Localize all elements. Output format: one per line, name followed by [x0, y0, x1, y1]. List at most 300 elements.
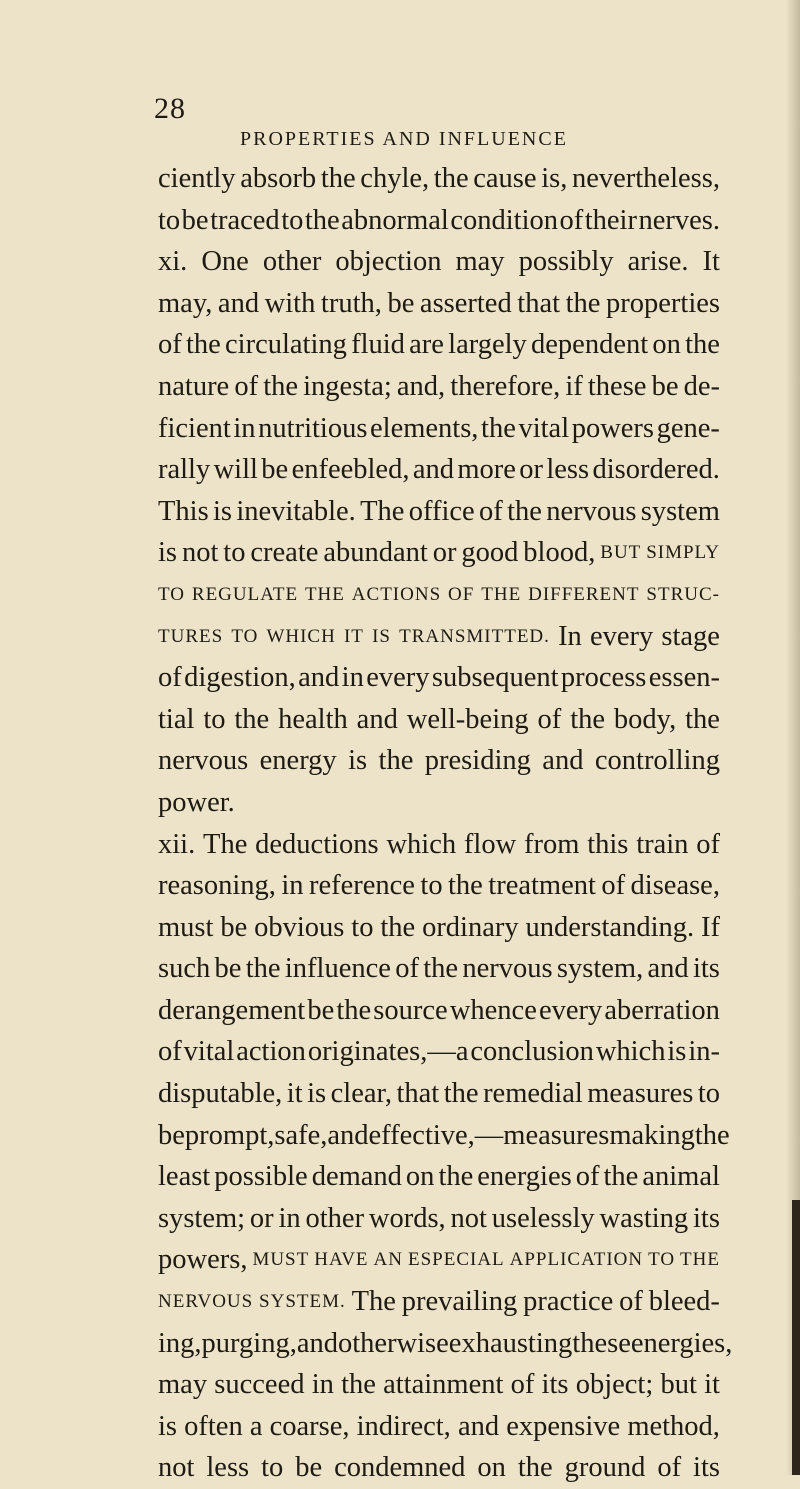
word: is [212, 495, 232, 527]
word: nutritious [258, 412, 368, 444]
word: TRANSMITTED. [399, 625, 550, 647]
word: disordered. [592, 454, 720, 486]
word: that [396, 1078, 440, 1110]
word: action [236, 1036, 306, 1068]
page-number: 28 [154, 92, 186, 125]
word: the [234, 703, 270, 735]
word: rally [158, 454, 211, 486]
text-line [158, 907, 720, 949]
word: effective,—measures [368, 1119, 610, 1151]
word: words, [368, 1202, 446, 1234]
word: in [233, 412, 256, 444]
word: its [693, 1202, 720, 1234]
word: on [405, 1161, 435, 1193]
running-title: PROPERTIES AND INFLUENCE [240, 128, 568, 150]
word: its [541, 1369, 569, 1401]
word: powers [571, 412, 655, 444]
word: less [206, 1452, 250, 1484]
word: to [261, 1452, 284, 1484]
word: ordinary [422, 911, 519, 943]
text-line [158, 574, 720, 616]
word: good [461, 537, 519, 569]
word: from [523, 828, 580, 860]
word: energies, [630, 1327, 733, 1359]
word: this [587, 828, 629, 860]
word: nervous [158, 745, 249, 777]
word: be [295, 1452, 323, 1484]
word: of [559, 204, 584, 236]
word: is [667, 1036, 687, 1068]
word: of [158, 329, 182, 361]
word: be [181, 204, 209, 236]
word: TO [231, 625, 259, 647]
word: create [250, 537, 319, 569]
word: is [348, 745, 368, 777]
word: of [657, 1452, 682, 1484]
word: IS [372, 625, 391, 647]
word: be [214, 953, 242, 985]
word: in [281, 870, 304, 902]
word: dependent [531, 329, 649, 361]
word: the [185, 329, 221, 361]
word: condition [450, 204, 558, 236]
word: and [457, 1410, 500, 1442]
word: ground [564, 1452, 646, 1484]
word: the [245, 953, 281, 985]
word: influence [284, 953, 391, 985]
word: digestion, [184, 662, 296, 694]
word: which [386, 828, 457, 860]
word: with [264, 287, 316, 319]
word: The [203, 828, 248, 860]
word: of [696, 828, 720, 860]
word: OF [448, 583, 475, 605]
word: originates,—a [307, 1036, 469, 1068]
word: of [158, 1036, 182, 1068]
word: If [701, 911, 720, 943]
word: reference [308, 870, 415, 902]
word: In [558, 620, 582, 652]
text-line [158, 408, 720, 450]
word: arise. [627, 246, 689, 278]
text-line [158, 1198, 720, 1240]
word: practice [523, 1286, 614, 1318]
word: and [298, 662, 340, 694]
word: largely [448, 329, 527, 361]
word: in [278, 1202, 301, 1234]
text-line [158, 1323, 733, 1365]
word: is, [541, 163, 568, 194]
word: of [575, 1161, 600, 1193]
word: and [356, 703, 398, 735]
word: measures [587, 1078, 694, 1110]
word: purging, [201, 1327, 297, 1359]
word: source [373, 994, 448, 1026]
word: uselessly [491, 1202, 595, 1234]
word: the [380, 911, 416, 943]
word: method, [627, 1410, 720, 1442]
word: office [408, 495, 475, 527]
word: prompt, [184, 1119, 275, 1151]
word: elements, [370, 412, 479, 444]
text-line [158, 324, 720, 366]
word: its [692, 953, 720, 985]
word: often [184, 1410, 243, 1442]
word: and [296, 1327, 338, 1359]
word: indirect, [356, 1410, 451, 1442]
word: other [305, 1202, 365, 1234]
word: safe, [274, 1119, 328, 1151]
word: the [448, 870, 483, 902]
word: may, [158, 287, 213, 319]
word: in [311, 1369, 334, 1401]
word: such [158, 953, 211, 985]
word: ciently [158, 163, 236, 194]
word: of [158, 662, 182, 694]
word: TO [158, 583, 185, 605]
word: to [158, 204, 181, 236]
word: of [601, 870, 626, 902]
word: the [565, 287, 601, 319]
word: or [519, 454, 543, 486]
word: the [507, 495, 542, 527]
word: the [685, 329, 720, 361]
word: making [609, 1119, 695, 1151]
word: abnormal [341, 204, 449, 236]
word: of [234, 370, 259, 402]
word: and [327, 1119, 369, 1151]
word: disputable, [158, 1078, 283, 1110]
word: vital [518, 412, 570, 444]
word: ingesta; [303, 370, 392, 402]
word: animal [642, 1161, 720, 1193]
word: in- [688, 1036, 720, 1068]
word: that [517, 287, 561, 319]
word: obvious [254, 911, 345, 943]
word: abundant [323, 537, 428, 569]
word: the [481, 412, 516, 444]
word: object; [575, 1369, 654, 1401]
word: STRUC- [646, 583, 720, 605]
word: subsequent [431, 662, 559, 694]
text-line [158, 616, 720, 658]
word: it [286, 1078, 303, 1110]
word: must [158, 911, 214, 943]
word: disease, [630, 870, 720, 902]
word: One [201, 246, 249, 278]
word: and, [396, 370, 446, 402]
page-edge-dark [792, 1200, 800, 1475]
word: derangement [158, 994, 306, 1026]
word: truth, [320, 287, 382, 319]
word: be [651, 370, 679, 402]
word: to [420, 870, 443, 902]
word: This [158, 495, 209, 527]
word: NERVOUS [158, 1291, 254, 1313]
word: enfeebled, [291, 454, 410, 486]
word: coarse, [269, 1410, 350, 1442]
word: the [423, 953, 459, 985]
word: to [351, 911, 374, 943]
word: of [395, 953, 419, 985]
word: objection [335, 246, 442, 278]
word: nature [158, 370, 230, 402]
word: aberration [604, 994, 720, 1026]
word: clear, [330, 1078, 392, 1110]
word: be [307, 994, 335, 1026]
word: inevitable. [236, 495, 356, 527]
word: process [560, 662, 647, 694]
word: the [443, 1078, 479, 1110]
word: demand [311, 1161, 402, 1193]
word: flow [463, 828, 517, 860]
word: energy [259, 745, 337, 777]
word: or [249, 1202, 274, 1234]
word: to [223, 537, 246, 569]
word: and [217, 287, 260, 319]
word: tial [158, 703, 195, 735]
text-line [158, 241, 720, 283]
word: be [387, 287, 415, 319]
word: circulating [225, 329, 347, 361]
word: nervous [546, 495, 637, 527]
word: powers, [158, 1244, 248, 1276]
word: not [181, 537, 219, 569]
word: AN [373, 1249, 403, 1271]
word: vital [183, 1036, 235, 1068]
word: possible [214, 1161, 308, 1193]
text-line [158, 1239, 720, 1281]
word: health [278, 703, 348, 735]
word: stage [661, 620, 720, 652]
word: fluid [351, 329, 405, 361]
word: body, [613, 703, 677, 735]
word: their [584, 204, 637, 236]
word: nevertheless, [571, 163, 720, 194]
word: remedial [483, 1078, 583, 1110]
word: traced [210, 204, 280, 236]
word: MUST [252, 1249, 310, 1271]
text-line [158, 532, 720, 574]
word: chyle, [360, 163, 430, 194]
word: be [220, 911, 248, 943]
text-line [158, 1281, 720, 1323]
word: nerves. [638, 204, 720, 236]
word: is [158, 537, 178, 569]
word: the [304, 204, 340, 236]
word: or [432, 537, 457, 569]
word: every [538, 994, 603, 1026]
word: treatment [488, 870, 596, 902]
word: TURES [158, 625, 224, 647]
word: exhausting [448, 1327, 573, 1359]
text-line [158, 782, 720, 824]
word: and [542, 745, 584, 777]
word: on [652, 329, 681, 361]
word: understanding. [525, 911, 695, 943]
word: essen- [648, 662, 720, 694]
word: not [450, 1202, 487, 1234]
word: may [158, 1369, 208, 1401]
word: its [693, 1452, 720, 1484]
word: The [360, 495, 405, 527]
word: if [565, 370, 583, 402]
word: the [438, 1161, 474, 1193]
word: well-being [406, 703, 529, 735]
word: train [636, 828, 689, 860]
text-line [158, 1115, 730, 1157]
text-line [158, 200, 720, 242]
text-line [158, 948, 720, 990]
word: are [409, 329, 444, 361]
word: properties [606, 287, 720, 319]
word: It [702, 246, 720, 278]
text-line [158, 657, 720, 699]
word: DIFFERENT [528, 583, 640, 605]
word: not [158, 1452, 195, 1484]
word: xi. [158, 246, 188, 278]
word: will [213, 454, 258, 486]
word: prevailing [401, 1286, 518, 1318]
word: whence [449, 994, 537, 1026]
word: cause [473, 163, 537, 194]
word: ficient [158, 412, 231, 444]
text-line [158, 699, 720, 741]
word: bleed- [648, 1286, 720, 1318]
word: on [477, 1452, 506, 1484]
word: xii. [158, 828, 196, 860]
word: be [158, 1119, 185, 1151]
word: which [595, 1036, 666, 1068]
word: is [158, 1410, 178, 1442]
word: the [570, 703, 606, 735]
word: the [433, 163, 469, 194]
text-line [158, 1156, 720, 1198]
word: of [479, 495, 503, 527]
word: the [378, 745, 414, 777]
word: deductions [255, 828, 379, 860]
word: APPLICATION [509, 1249, 644, 1271]
body-text [158, 158, 733, 1489]
word: otherwise [337, 1327, 449, 1359]
word: ACTIONS [351, 583, 442, 605]
word: HAVE [314, 1249, 369, 1271]
word: in [341, 662, 364, 694]
word: energies [477, 1161, 572, 1193]
word: the [263, 370, 299, 402]
word: the [694, 1119, 730, 1151]
word: blood, [523, 537, 596, 569]
word: to [281, 204, 304, 236]
word: be [261, 454, 289, 486]
word: gene- [656, 412, 720, 444]
text-line [158, 1447, 720, 1489]
word: REGULATE [191, 583, 299, 605]
word: is [307, 1078, 327, 1110]
word: the [336, 994, 372, 1026]
word: succeed [214, 1369, 305, 1401]
word: THE [304, 583, 345, 605]
text-line [158, 366, 720, 408]
word: THE [680, 1249, 720, 1271]
text-line [158, 1364, 720, 1406]
word: but [660, 1369, 697, 1401]
word: therefore, [450, 370, 561, 402]
word: the [685, 703, 720, 735]
word: attainment [383, 1369, 504, 1401]
text-line [158, 1073, 720, 1115]
word: and [647, 953, 689, 985]
word: The [351, 1286, 396, 1318]
word: condemned [334, 1452, 466, 1484]
word: THE [481, 583, 522, 605]
word: to [697, 1078, 720, 1110]
word: less [546, 454, 590, 486]
word: the [603, 1161, 639, 1193]
word: WHICH [266, 625, 336, 647]
word: and [412, 454, 454, 486]
word: these [587, 370, 647, 402]
word: reasoning, [158, 870, 276, 902]
word: other [262, 246, 322, 278]
word: may [455, 246, 505, 278]
word: wasting [599, 1202, 689, 1234]
word: every [366, 662, 430, 694]
word: expensive [506, 1410, 621, 1442]
text-line [158, 1406, 720, 1448]
word: possibly [518, 246, 614, 278]
word: SIMPLY [646, 542, 720, 564]
word: system, [556, 953, 644, 985]
word: ESPECIAL [407, 1249, 505, 1271]
text-line [158, 1031, 720, 1073]
word: these [572, 1327, 631, 1359]
word: to [203, 703, 226, 735]
text-line [158, 865, 720, 907]
word: asserted [419, 287, 512, 319]
word: BUT [600, 542, 642, 564]
word: ing, [158, 1327, 202, 1359]
word: of [619, 1286, 643, 1318]
text-line [158, 990, 720, 1032]
word: of [537, 703, 562, 735]
word: power. [158, 786, 235, 818]
word: it [704, 1369, 720, 1401]
text-line [158, 158, 720, 200]
word: the [341, 1369, 376, 1401]
word: of [510, 1369, 535, 1401]
word: presiding [424, 745, 531, 777]
word: nervous [462, 953, 553, 985]
word: the [517, 1452, 553, 1484]
word: conclusion [470, 1036, 594, 1068]
word: IT [343, 625, 364, 647]
word: the [320, 163, 356, 194]
text-line [158, 283, 720, 325]
text-line [158, 449, 720, 491]
word: absorb [240, 163, 317, 194]
word: system [640, 495, 720, 527]
word: a [249, 1410, 263, 1442]
word: least [158, 1161, 211, 1193]
word: more [457, 454, 516, 486]
text-line [158, 491, 720, 533]
word: controlling [594, 745, 720, 777]
word: SYSTEM. [259, 1291, 346, 1313]
word: de- [683, 370, 720, 402]
text-line [158, 824, 720, 866]
text-line [158, 740, 720, 782]
